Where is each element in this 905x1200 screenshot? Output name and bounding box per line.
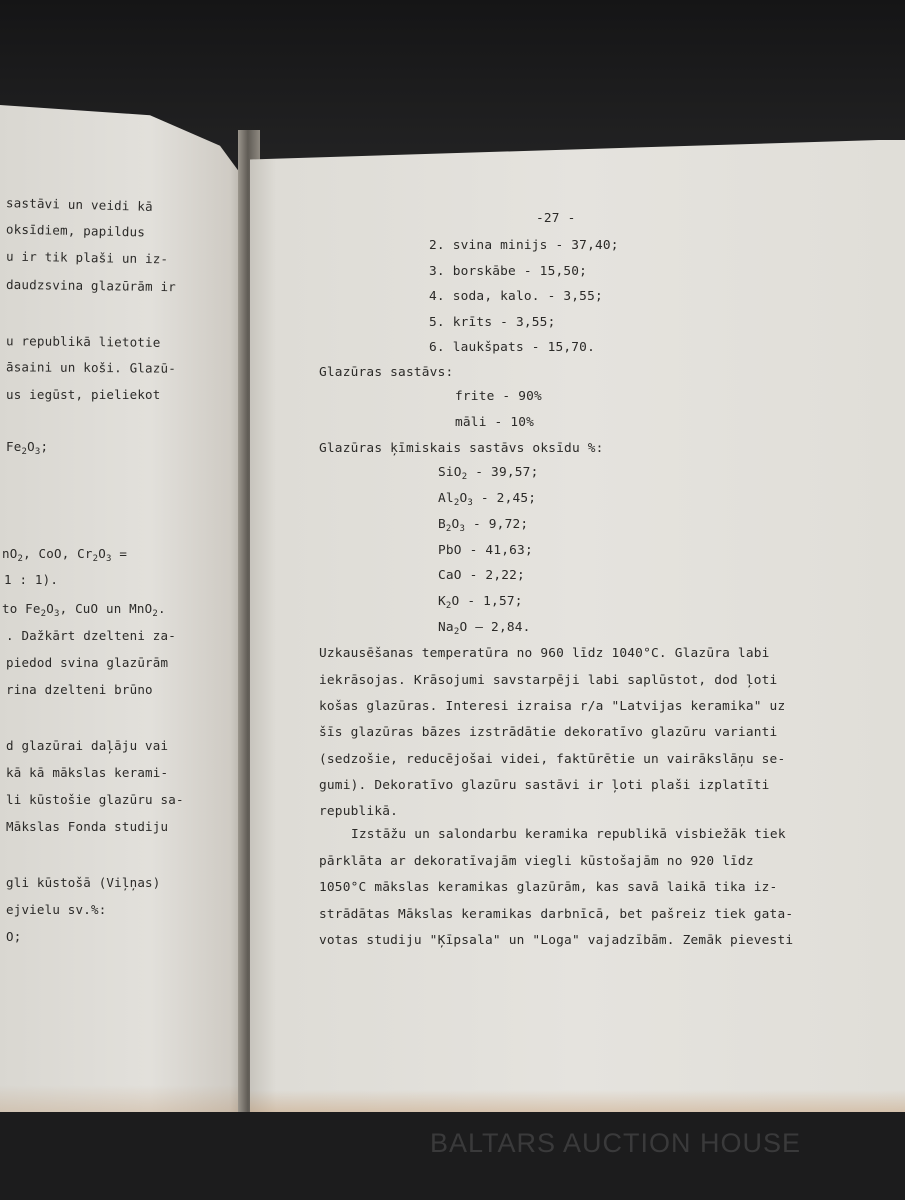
recipe-item: 2. svina minijs - 37,40;: [429, 238, 619, 253]
left-text-line: u ir tik plaši un iz-: [5, 248, 169, 267]
left-text-line: oksīdiem, papildus: [5, 221, 146, 240]
paragraph-line: košas glazūras. Interesi izraisa r/a "Latvijas keramika" uz: [319, 699, 786, 714]
left-text-line: u republikā lietotie: [5, 333, 161, 350]
recipe-item: 4. soda, kalo. - 3,55;: [429, 289, 603, 304]
paragraph-line: pārklāta ar dekoratīvajām viegli kūstošajām no 920 līdz: [319, 854, 754, 869]
paragraph-line: Izstāžu un salondarbu keramika republikā visbiežāk tiek: [351, 827, 786, 842]
recipe-item: 6. laukšpats - 15,70.: [429, 340, 595, 355]
paragraph-line: Uzkausēšanas temperatūra no 960 līdz 1040°C. Glazūra labi: [319, 646, 770, 661]
left-text-line: daudzsvina glazūrām ir: [5, 276, 177, 295]
left-text-line: d glazūrai daļāju vai: [6, 738, 169, 753]
page-number: -27 -: [536, 211, 576, 226]
left-text-line: us iegūst, pieliekot: [6, 387, 161, 402]
paragraph-line: gumi). Dekoratīvo glazūru sastāvi ir ļoti plaši izplatīti: [319, 778, 770, 793]
left-text-line: rina dzelteni brūno: [6, 682, 153, 697]
oxide-item: SiO$_2$ - 39,57;: [438, 465, 539, 482]
watermark: BALTARS AUCTION HOUSE: [430, 1128, 802, 1158]
left-text-line: Mākslas Fonda studiju: [6, 819, 169, 834]
oxide-item: PbO - 41,63;: [438, 543, 533, 558]
left-text-line: li kūstošie glazūru sa-: [6, 792, 184, 807]
composition-item: frite - 90%: [455, 389, 542, 404]
paragraph-line: 1050°C mākslas keramikas glazūrām, kas savā laikā tika iz-: [319, 880, 778, 895]
left-text-line: 1 : 1).: [4, 572, 59, 587]
recipe-item: 5. krīts - 3,55;: [429, 315, 556, 330]
right-page: [250, 140, 905, 1112]
left-text-line: ejvielu sv.%:: [6, 902, 107, 917]
oxide-item: $Na_2O$ — 2,84.: [438, 620, 531, 637]
left-text-line: āsaini un koši. Glazū-: [5, 359, 177, 376]
oxide-item: $B_2O_3 - 9,72$;: [438, 517, 529, 534]
paragraph-line: šīs glazūras bāzes izstrādātie dekoratīvo glazūru varianti: [319, 725, 778, 740]
paragraph-line: republikā.: [319, 804, 399, 819]
left-text-line: gli kūstošā (Viļņas): [6, 875, 161, 890]
composition-item: māli - 10%: [455, 415, 535, 430]
chemical-composition-heading: Glazūras ķīmiskais sastāvs oksīdu %:: [319, 441, 604, 456]
left-formula-line: to $Fe_2O_3$, CuO un MnO$_2$.: [2, 601, 166, 619]
glaze-composition-heading: Glazūras sastāvs:: [319, 365, 454, 380]
left-formula-line: $nO_2$, CoO, $Cr_2O_3$ =: [2, 546, 128, 564]
left-text-line: kā kā mākslas kerami-: [6, 765, 169, 780]
paragraph-line: votas studiju "Ķīpsala" un "Loga" vajadzībām. Zemāk pievesti: [319, 933, 794, 948]
recipe-item: 3. borskābe - 15,50;: [429, 264, 588, 279]
left-text-line: O;: [6, 929, 22, 944]
paragraph-line: iekrāsojas. Krāsojumi savstarpēji labi saplūstot, dod ļoti: [319, 673, 778, 688]
oxide-item: $K_2O - 1,57$;: [438, 594, 523, 611]
left-text-line: sastāvi un veidi kā: [5, 195, 153, 214]
left-text-line: piedod svina glazūrām: [6, 655, 169, 670]
left-text-line: . Dažkārt dzelteni za-: [6, 628, 176, 643]
paragraph-line: strādātas Mākslas keramikas darbnīcā, bet pašreiz tiek gata-: [319, 907, 794, 922]
oxide-item: $Al_2O_3 - 2,45$;: [438, 491, 537, 508]
left-formula-line: $Fe_2O_3$;: [6, 439, 49, 457]
page-stain: [250, 1090, 905, 1112]
oxide-item: CaO - 2,22;: [438, 568, 525, 583]
paragraph-line: (sedzošie, reducējošai videi, faktūrētie un vairākslāņu se-: [319, 752, 786, 767]
